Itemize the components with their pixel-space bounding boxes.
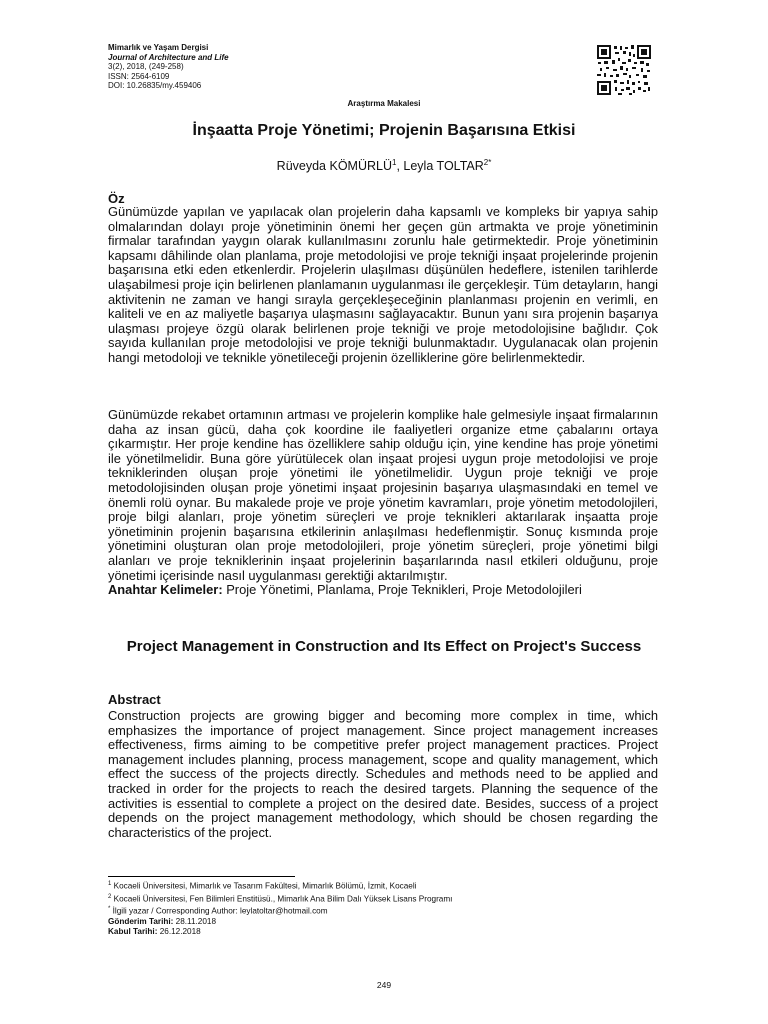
journal-header <box>108 43 229 91</box>
author-2: Leyla TOLTAR <box>403 159 484 174</box>
footnote-1-text: Kocaeli Üniversitesi, Mimarlık ve Tasarım Fakültesi, Mimarlık Bölümü, İzmit, Kocaeli <box>111 881 417 891</box>
keywords: Proje Yönetimi, Planlama, Proje Teknikleri, Proje Metodolojileri <box>222 582 582 598</box>
footnote-1 <box>108 879 668 892</box>
footnote-1-marker: 1 <box>108 881 112 887</box>
sent-date <box>108 917 668 927</box>
abstract-text: Construction projects are growing bigger and becoming more complex in time, which emphasizes the importance of project management. Since project management increases effectiveness, firms aiming to be competitive prefer project management practices. Project management includes planning, process management, scope and quality management, which effect the success of the projects directly. Schedules and methods need to be applied and tracked in order for the projects to reach the desired targets. Planning the sequence of the activities is essential to complete a project on the desired date. Besides, success of a project depends on the project management methodology, which should be chosen regarding the characteristics of the project. <box>108 708 658 840</box>
author-1-affil: 1 <box>392 158 397 167</box>
footnote-2 <box>108 892 668 905</box>
journal-issn: ISSN: 2564-6109 <box>108 71 170 81</box>
journal-name-tr: Mimarlık ve Yaşam Dergisi <box>108 43 209 52</box>
footnote-2-marker: 2 <box>108 893 112 900</box>
accepted-date-value: 26.12.2018 <box>157 927 201 937</box>
accepted-date-label: Kabul Tarihi: <box>108 927 158 937</box>
qr-code <box>596 44 652 96</box>
journal-volume: 3(2), 2018, (249-258) <box>108 62 184 71</box>
author-2-affil: 2* <box>483 158 492 167</box>
journal-doi: DOI: 10.26835/my.459406 <box>108 81 202 90</box>
oz-paragraph-2 <box>108 408 658 598</box>
sent-date-label: Gönderim Tarihi: <box>108 917 174 927</box>
author-1: Rüveyda KÖMÜRLÜ <box>276 159 392 174</box>
journal-name-en: Journal of Architecture and Life <box>108 52 229 62</box>
footnotes <box>108 879 668 937</box>
author-separator: , <box>396 159 404 174</box>
author-line <box>100 158 668 173</box>
keywords-label: Anahtar Kelimeler: <box>108 582 223 598</box>
abstract-heading: Abstract <box>108 692 161 707</box>
footnote-3-text: İlgili yazar / Corresponding Author: leylatoltar@hotmail.com <box>110 907 328 917</box>
title-tr: İnşaatta Proje Yönetimi; Projenin Başarısına Etkisi <box>192 122 576 139</box>
oz-paragraph-1: Günümüzde yapılan ve yapılacak olan projelerin daha kapsamlı ve kompleks bir yapıya sahip olmalarından dolayı proje yönetiminin önemi her geçen gün artmakta ve proje yönetiminin firmalar tarafından yaygın olarak kullanılmasını zorunlu hale getirmektedir. Proje yönetiminin kapsamı dâhilinde olan planlama, proje metodolojisi ve proje tekniği inşaat projelerinde projenin başarısına etki eden etkenlerdir. Projelerin ulaşılması düşünülen hedeflere, istenilen tarihlerde ulaşabilmesi proje için belirlenen planlamanın uygulanması ile gerçekleşir. Tüm detayların, hangi aktivitenin ne zaman ve hangi sırayla gerçekleşeceğinin planlanması projenin en verimli, en kaliteli ve en az maliyetle başarıya ulaşmasını sağlayacaktır. Bunun yanı sıra projenin başarıya ulaşması projeye özgü olarak belirlenen proje tekniği ve proje metodolojisine bağlıdır. Çok sayıda kullanılan proje metodolojisi ve proje tekniği bulunmaktadır. Uygulanacak olan projenin hangi metodoloji ve teknikle yönetileceği projenin özelliklerine göre belirlenmektedir. <box>108 204 658 365</box>
oz-heading: Öz <box>108 191 125 206</box>
footnote-divider <box>108 876 295 877</box>
oz-paragraph-2-text: Günümüzde rekabet ortamının artması ve projelerin komplike hale gelmesiyle inşaat firmalarının daha az insan gücü, daha çok koordine ile faaliyetleri organize etme çabalarını ortaya çıkarmıştır. Her proje kendine has özelliklere sahip olduğu için, yine kendine has proje yönetimi ile yönetilmelidir. Buna göre yürütülecek olan inşaat projesi uygun proje metodolojisi ve proje tekniklerinden oluşan proje yönetimi ile yönetilmelidir. Uygun proje tekniği ve proje metodolojisinden oluşan proje yönetimi inşaat projesinin başarıya ulaşmasındaki en temel ve önemli rolü oynar. Bu makalede proje ve proje yönetim kavramları, proje yönetim metodolojileri, proje bilgi alanları, proje yönetim süreçleri ve proje teknikleri aktarılarak inşaatta proje yönetiminin projenin başarısına etkilerinin anlaşılması hedeflenmiştir. Sonuç kısmında proje yönetimini oluşturan olan proje metodolojileri, proje yönetim süreçleri, proje yönetimi bilgi alanları ve proje tekniklerinin inşaat projelerinin başarılarında nasıl etkileri olduğunu, proje yönetimi içerisinde nasıl uygulanması gerektiği aktarılmıştır. <box>108 407 658 583</box>
footnote-2-text: Kocaeli Üniversitesi, Fen Bilimleri Enstitüsü., Mimarlık Ana Bilim Dalı Yüksek Lisans Programı <box>111 894 453 904</box>
footnote-3-marker: * <box>108 906 111 913</box>
page-number: 249 <box>376 980 392 990</box>
title-en: Project Management in Construction and Its Effect on Project's Success <box>126 638 642 655</box>
accepted-date <box>108 927 668 937</box>
article-type: Araştırma Makalesi <box>347 99 421 108</box>
sent-date-value: 28.11.2018 <box>173 917 217 927</box>
footnote-3 <box>108 904 668 917</box>
